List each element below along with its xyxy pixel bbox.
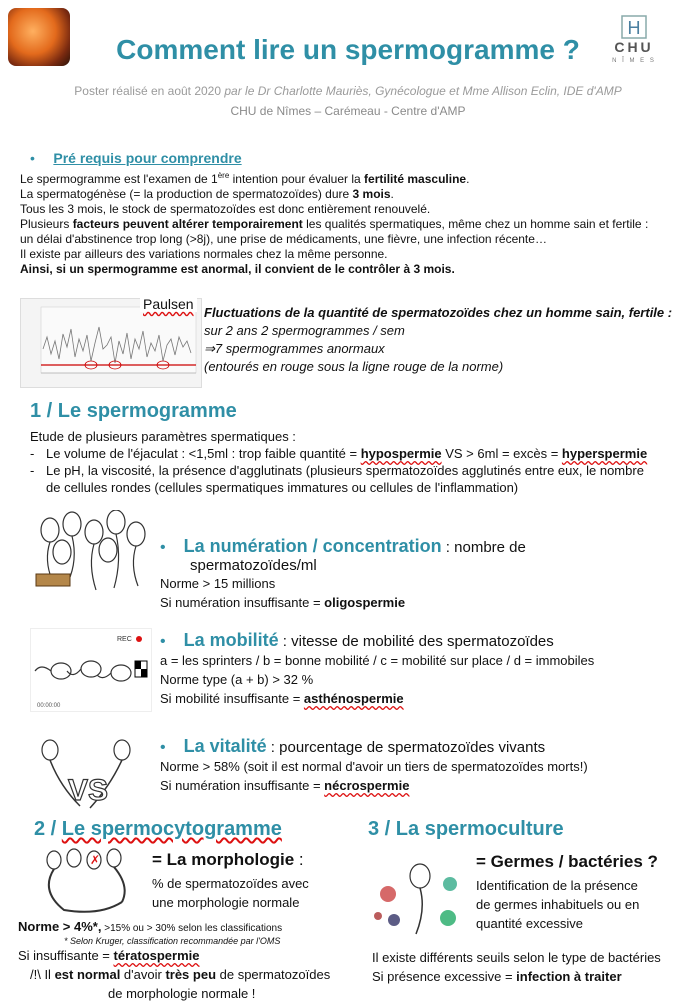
poster-credits: Poster réalisé en août 2020 par le Dr Charlotte Mauriès, Gynécologue et Mme Allison Eclin, IDE d'AMP xyxy=(74,84,622,98)
morphology-norms: Norme > 4%*, >15% ou > 30% selon les classifications * Selon Kruger, classification recommandée par l'OMS Si insuffisante = tératospermie /!\ Il est normal d'avoir très peu de spermatozoïdes de morphologie normale ! xyxy=(18,919,331,1001)
section1-text: Etude de plusieurs paramètres spermatiques : - Le volume de l'éjaculat : <1,5ml : trop faible quantité = hypospermie VS > 6ml = excès = hyperspermie - Le pH, la viscosité, la présence d'agglutinats (plusieurs spermatozoïdes agglutinés entre eux, le nombre de cellules rondes (cellules spermatiques immatures ou cellules de l'inflammation) xyxy=(30,429,648,495)
svg-text:✗: ✗ xyxy=(90,853,101,867)
section1-title: 1 / Le spermogramme xyxy=(30,400,237,422)
svg-text:H: H xyxy=(627,18,641,38)
section2-title: 2 / Le spermocytogramme xyxy=(34,818,282,840)
poster-title: Comment lire un spermogramme ? xyxy=(116,34,580,65)
prereq-heading: • Pré requis pour comprendre xyxy=(30,150,242,166)
prereq-text: Le spermogramme est l'examen de 1ère intention pour évaluer la fertilité masculine. La spermatogénèse (= la production de spermatozoïdes) dure 3 mois. Tous les 3 mois, le stock de spermatozoïdes est donc entièrement renouvelé. Plusieurs facteurs peuvent altérer temporairement les qualités spermatiques, même chez un homme sain et fertile : un délai d'abstinence trop long (>8j), une prise de médicaments, une fièvre, une infection récente… Il existe par ailleurs des variations normales chez la même personne. Ainsi, si un spermogramme est anormal, il convient de le contrôler à 3 mois. xyxy=(20,171,649,276)
sperm-crowd-illustration xyxy=(30,510,150,600)
fluctuation-text: Fluctuations de la quantité de spermatozoïdes chez un homme sain, fertile : sur 2 ans 2 spermogrammes / sem ⇒7 spermogrammes anormaux (entourés en rouge sous la ligne rouge de la norme) xyxy=(204,305,673,374)
sperm-morphology-illustration xyxy=(30,846,140,916)
vitalite-block: • La vitalité : pourcentage de spermatozoïdes vivants Norme > 58% (soit il est normal d'avoir un tiers de spermatozoïdes morts!) Si numération insuffisante = nécrospermie xyxy=(160,736,588,793)
svg-text:00:00:00: 00:00:00 xyxy=(37,703,61,709)
mobilite-block: • La mobilité : vitesse de mobilité des spermatozoïdes a = les sprinters / b = bonne mobilité / c = mobilité sur place / d = immobiles Norme type (a + b) > 32 % Si mobilité insuffisante = asthénospermie xyxy=(160,630,595,706)
section3-title: 3 / La spermoculture xyxy=(368,818,564,840)
culture-thresholds: Il existe différents seuils selon le type de bactéries Si présence excessive = infection à traiter xyxy=(372,950,661,984)
numeration-block: • La numération / concentration : nombre de spermatozoïdes/ml Norme > 15 millions Si numération insuffisante = oligospermie xyxy=(160,536,526,610)
sperm-race-illustration xyxy=(30,628,152,712)
svg-text:VS: VS xyxy=(68,774,109,807)
chart-label: Paulsen xyxy=(140,296,197,312)
culture-block: = Germes / bactéries ? Identification de la présence de germes inhabituels ou en quantité excessive xyxy=(476,852,658,931)
svg-text:CHU: CHU xyxy=(614,39,654,55)
bacteria-illustration xyxy=(370,854,470,944)
sperm-vs-illustration xyxy=(30,736,140,820)
svg-text:N Î M E S: N Î M E S xyxy=(612,58,656,64)
svg-text:REC: REC xyxy=(117,636,132,643)
institution: CHU de Nîmes – Carémeau - Centre d'AMP xyxy=(230,104,466,118)
morphology-block: = La morphologie : % de spermatozoïdes avec une morphologie normale xyxy=(152,850,309,910)
